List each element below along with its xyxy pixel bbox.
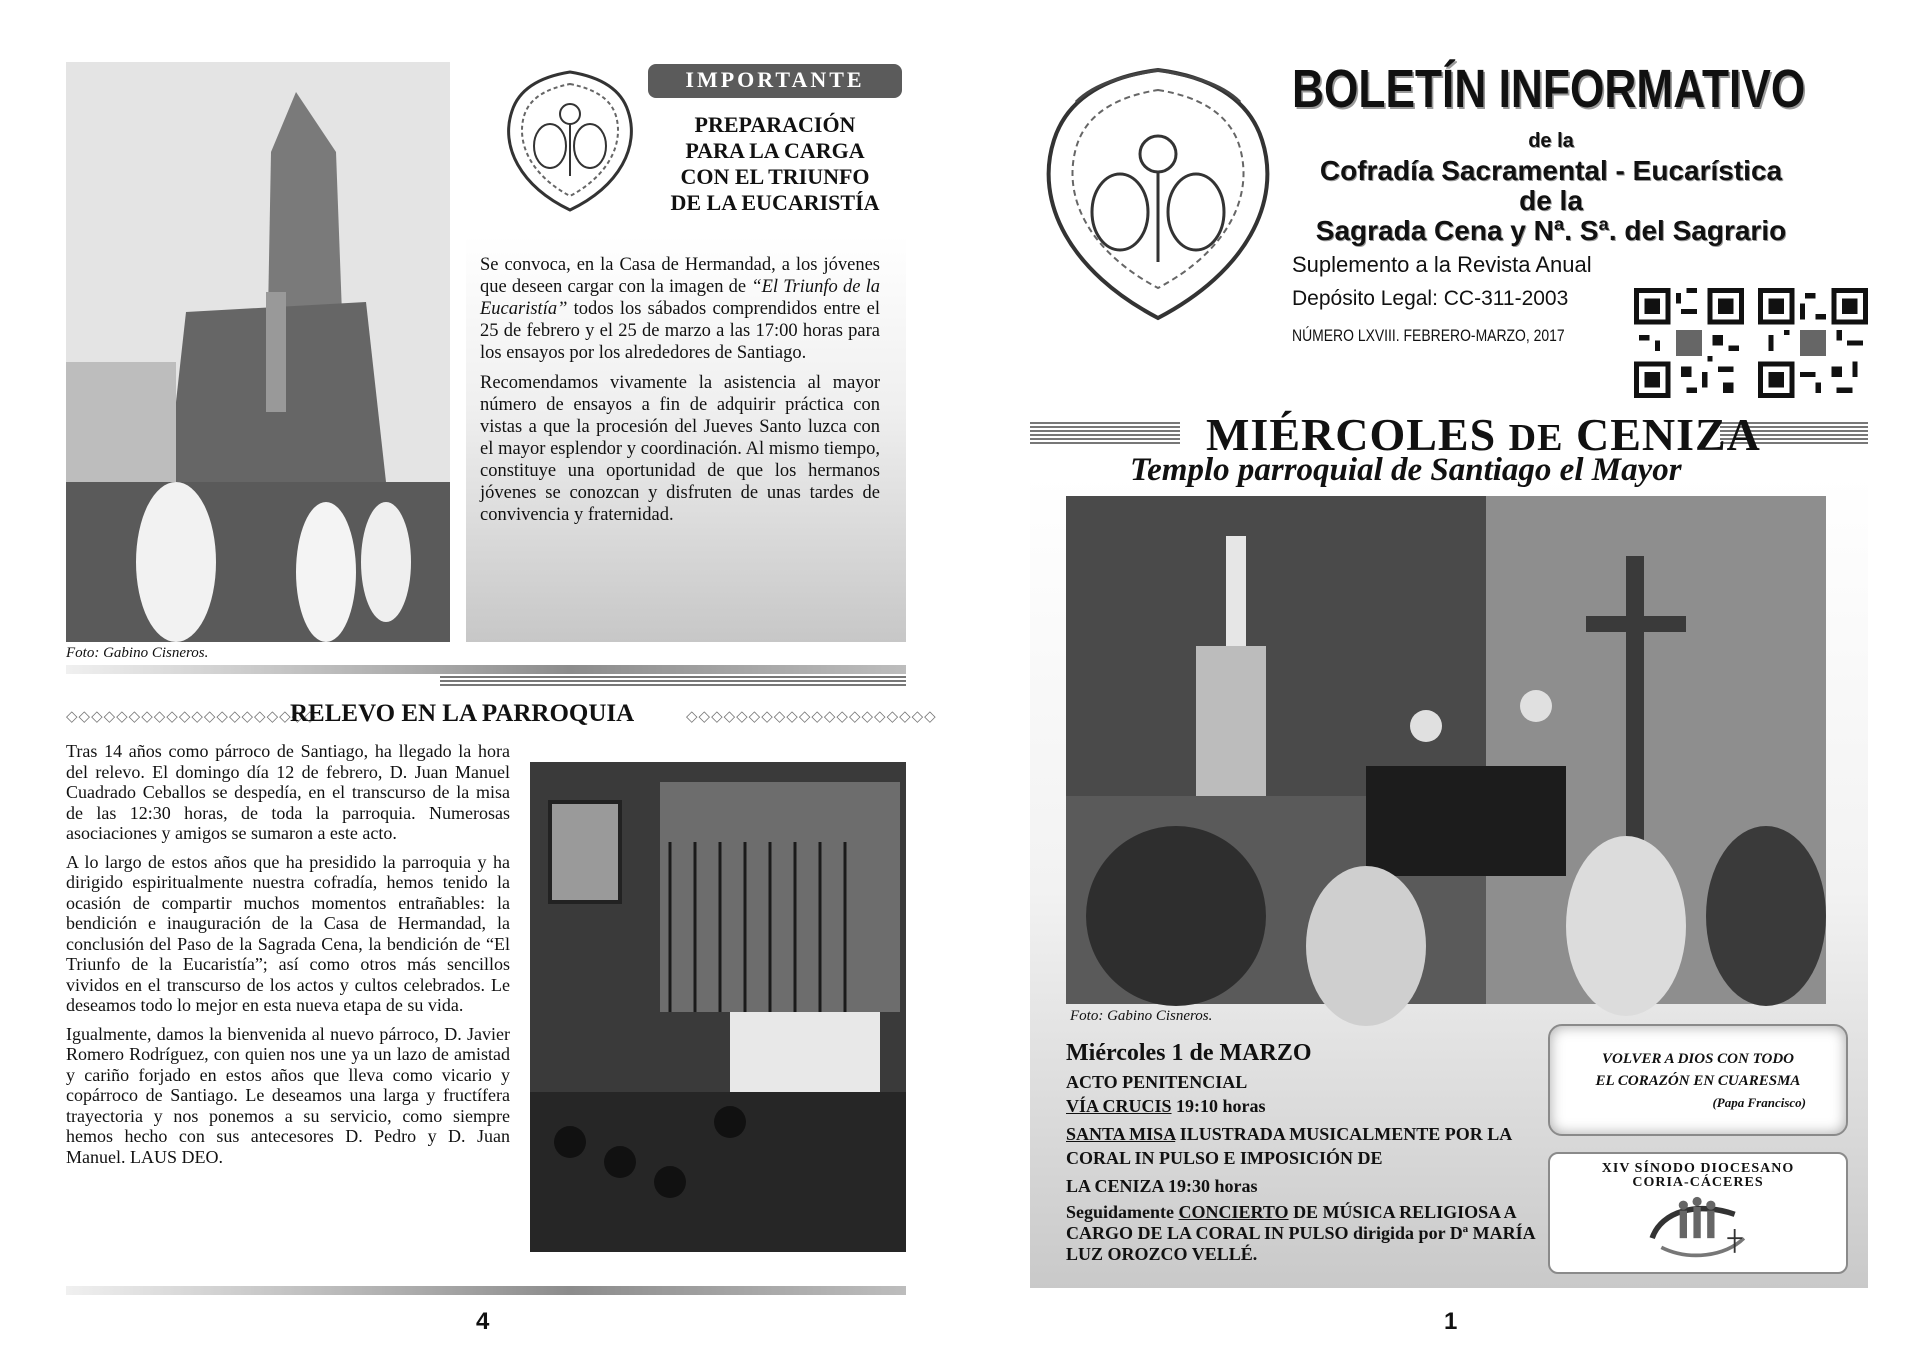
church-interior-photo xyxy=(530,762,906,1252)
schedule xyxy=(1066,1036,1546,1265)
qr-code-1[interactable] xyxy=(1634,288,1744,398)
cofradia-crest-icon xyxy=(500,66,640,216)
bottom-rule-left xyxy=(66,1286,906,1295)
diamond-ornament-right: ◇◇◇◇◇◇◇◇◇◇◇◇◇◇◇◇◇◇◇◇ xyxy=(686,707,937,725)
synod-emblem-icon xyxy=(1643,1192,1753,1266)
relevo-paragraph-3: Igualmente, damos la bienvenida al nuevo párroco, D. Javier Romero Rodríguez, con quien nos une ya un lazo de amistad y cariño forjado en estos años que lleva como vicario y copárroco de Santiago. Le deseamos una larga y fructífera trayectoria y nos ponemos a su servicio, como siempre hemos hecho con sus antecesores D. Pedro y D. Juan Manuel. LAUS DEO. xyxy=(66,1023,510,1167)
cofradia-name: de la Cofradía Sacramental - Eucarística de la Sagrada Cena y Nª. Sª. del Sagrario xyxy=(1315,130,1787,246)
preparation-title: PREPARACIÓN PARA LA CARGA CON EL TRIUNFO DE LA EUCARISTÍA xyxy=(670,112,880,215)
cofradia-crest-large-icon xyxy=(1036,62,1280,326)
divider-stripes xyxy=(440,676,906,688)
page-number-right: 1 xyxy=(1444,1308,1458,1335)
bulletin-title: BOLETÍN INFORMATIVO xyxy=(1292,59,1806,119)
important-paragraph-1: Se convoca, en la Casa de Hermandad, a los jóvenes que deseen cargar con la imagen de “El Triunfo de la Eucaristía” todos los sábados comprendidos entre el 25 de febrero y el 25 de marzo a las 17:00 horas para los ensayos por los alrededores de Santiago. xyxy=(480,255,880,363)
relevo-body xyxy=(66,741,510,1175)
church-subtitle: Templo parroquial de Santiago el Mayor xyxy=(1130,452,1682,488)
important-body xyxy=(480,254,880,534)
schedule-date: Miércoles 1 de MARZO xyxy=(1066,1040,1312,1066)
photo3-caption: Foto: Gabino Cisneros. xyxy=(1070,1008,1213,1024)
mass-photo xyxy=(1066,496,1826,1004)
schedule-ceniza: LA CENIZA 19:30 horas xyxy=(1066,1176,1258,1196)
photo1-caption: Foto: Gabino Cisneros. xyxy=(66,645,209,661)
synod-logo-box: XIV SÍNODO DIOCESANO CORIA-CÁCERES xyxy=(1548,1152,1848,1274)
important-tag: IMPORTANTE xyxy=(648,64,902,98)
ash-wednesday-title: MIÉRCOLES DE CENIZA xyxy=(1206,409,1761,460)
schedule-via-crucis: VÍA CRUCIS 19:10 horas xyxy=(1066,1096,1266,1116)
divider-rule xyxy=(66,665,906,674)
qr-code-2[interactable] xyxy=(1758,288,1868,398)
relevo-paragraph-2: A lo largo de estos años que ha presidido la parroquia y ha dirigido espiritualmente nuestra cofradía, hemos tenido la ocasión de compartir muchos momentos entrañables: la bendición e inauguración de la Casa de Hermandad, la conclusión del Paso de la Sagrada Cena, la bendición de “El Triunfo de la Eucaristía”; así como otros más sencillos vividos en el transcurso de los actos y cultos celebrados. Le deseamos todo lo mejor en esta nueva etapa de su vida. xyxy=(66,851,510,1015)
relevo-title: RELEVO EN LA PARROQUIA xyxy=(290,700,635,727)
schedule-concierto: Seguidamente CONCIERTO DE MÚSICA RELIGIOSA A CARGO DE LA CORAL IN PULSO dirigida por Dª MARÍA LUZ OROZCO VELLÉ. xyxy=(1066,1202,1535,1264)
diamond-ornament-left: ◇◇◇◇◇◇◇◇◇◇◇◇◇◇◇◇◇◇◇◇ xyxy=(66,707,317,725)
procession-photo xyxy=(66,62,450,642)
pope-quote-box: VOLVER A DIOS CON TODO EL CORAZÓN EN CUARESMA (Papa Francisco) xyxy=(1548,1024,1848,1136)
relevo-paragraph-1: Tras 14 años como párroco de Santiago, ha llegado la hora del relevo. El domingo día 12 de febrero, D. Juan Manuel Cuadrado Ceballos se despedía, en el transcurso de la misa de las 12:30 horas, de toda la parroquia. Numerosas asociaciones y amigos se sumaron a este acto. xyxy=(66,741,510,843)
page-number-left: 4 xyxy=(476,1308,490,1335)
title-stripes-left xyxy=(1030,422,1180,444)
supplement-line: Suplemento a la Revista Anual xyxy=(1292,252,1592,277)
legal-deposit: Depósito Legal: CC-311-2003 xyxy=(1292,287,1569,310)
schedule-misa: SANTA MISA ILUSTRADA MUSICALMENTE POR LA CORAL IN PULSO E IMPOSICIÓN DE xyxy=(1066,1124,1512,1168)
important-paragraph-2: Recomendamos vivamente la asistencia al mayor número de ensayos a fin de adquirir práctica con vistas a que la procesión del Jueves Santo luzca con el mayor esplendor y coordinación. Al mismo tiempo, constituye una oportunidad de que los hermanos jóvenes se conozcan y disfruten de unas tardes de convivencia y fraternidad. xyxy=(480,373,880,525)
issue-number: NÚMERO LXVIII. FEBRERO-MARZO, 2017 xyxy=(1292,326,1565,345)
schedule-acto: ACTO PENITENCIAL xyxy=(1066,1072,1248,1092)
